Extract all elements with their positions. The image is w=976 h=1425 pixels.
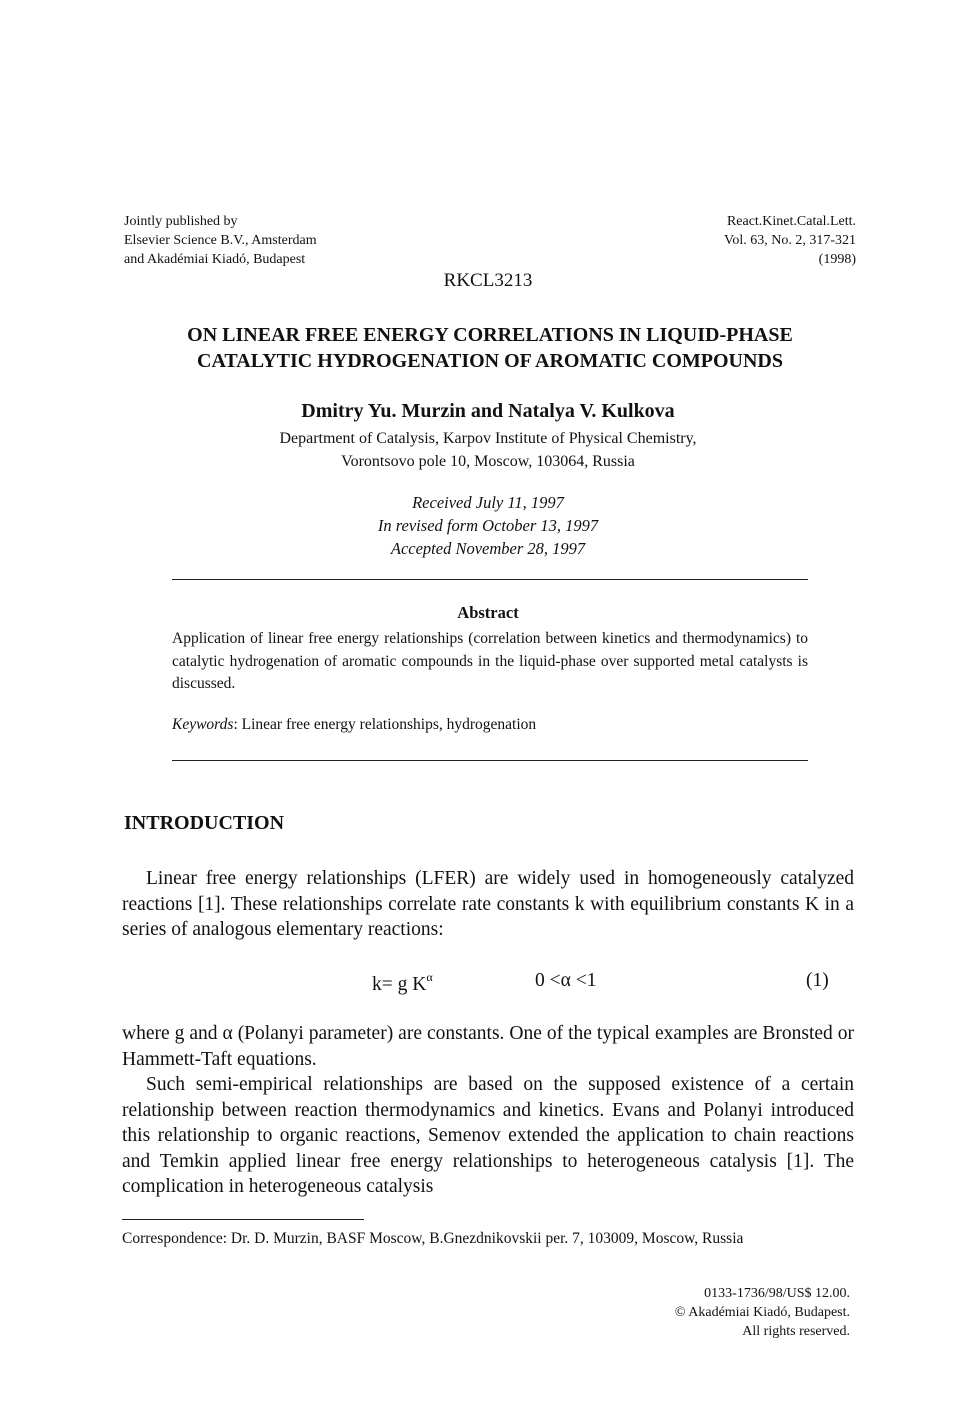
- accepted-date: Accepted November 28, 1997: [390, 539, 586, 558]
- keywords-text: : Linear free energy relationships, hydrogenation: [233, 716, 537, 733]
- affiliation: [0, 427, 976, 473]
- journal-line: React.Kinet.Catal.Lett.: [726, 214, 856, 229]
- abstract-bottom-rule: [172, 760, 808, 761]
- abstract-top-rule: [172, 579, 808, 580]
- section-heading: INTRODUCTION: [124, 812, 285, 834]
- equation-condition: 0 <α <1: [535, 970, 597, 991]
- title-line: ON LINEAR FREE ENERGY CORRELATIONS IN LIQUID-PHASE: [187, 324, 793, 346]
- paragraph-text: where g and α (Polanyi parameter) are constants. One of the typical examples are Bronsted or Hammett-Taft equations.: [122, 1023, 854, 1070]
- abstract-text: Application of linear free energy relationships (correlation between kinetics and thermodynamics) to catalytic hydrogenation of aromatic compounds in the liquid-phase over supported metal catalysts is discussed.: [172, 630, 808, 692]
- publisher-line: and Akadémiai Kiadó, Budapest: [124, 252, 306, 267]
- publisher-line: Elsevier Science B.V., Amsterdam: [124, 233, 317, 248]
- equation-number: (1): [806, 970, 829, 991]
- publisher-line: Jointly published by: [124, 214, 238, 229]
- affiliation-line: Vorontsovo pole 10, Moscow, 103064, Russia: [341, 453, 635, 470]
- keywords-label: Keywords: [172, 716, 234, 733]
- journal-line: (1998): [818, 252, 856, 267]
- paragraph-text: Linear free energy relationships (LFER) are widely used in homogeneously catalyzed reactions [1]. These relationships correlate rate constants k with equilibrium constants K in a series of analogous elementary reactions:: [122, 868, 854, 940]
- journal-line: Vol. 63, No. 2, 317-321: [724, 233, 856, 248]
- submission-dates: [0, 491, 976, 560]
- authors: Dmitry Yu. Murzin and Natalya V. Kulkova: [301, 400, 675, 422]
- affiliation-line: Department of Catalysis, Karpov Institute of Physical Chemistry,: [279, 430, 697, 447]
- equation-exponent: α: [426, 970, 433, 984]
- copyright-line: © Akadémiai Kiadó, Budapest.: [674, 1305, 850, 1320]
- equation-lhs: [372, 970, 433, 996]
- received-date: Received July 11, 1997: [412, 493, 564, 512]
- title-line: CATALYTIC HYDROGENATION OF AROMATIC COMPOUNDS: [197, 350, 783, 372]
- footnote-rule: [122, 1219, 364, 1220]
- abstract-heading: Abstract: [457, 603, 519, 622]
- revised-date: In revised form October 13, 1997: [377, 516, 599, 535]
- copyright-notice: [675, 1284, 850, 1341]
- keywords: [172, 716, 808, 734]
- equation-expression: k= g K: [372, 974, 427, 995]
- journal-citation: [724, 212, 856, 269]
- intro-paragraph-1: [122, 866, 854, 943]
- copyright-line: All rights reserved.: [742, 1324, 850, 1339]
- correspondence-footnote: Correspondence: Dr. D. Murzin, BASF Moscow, B.Gnezdnikovskii per. 7, 103009, Moscow, Russia: [122, 1230, 744, 1247]
- paragraph-text: Such semi-empirical relationships are based on the supposed existence of a certain relationship between reaction thermodynamics and kinetics. Evans and Polanyi introduced this relationship to organic reactions, Semenov extended the application to chain reactions and Temkin applied linear free energy relationships to heterogeneous catalysis [1]. The complication in heterogeneous catalysis: [122, 1074, 854, 1197]
- intro-paragraph-3: [122, 1072, 854, 1200]
- copyright-line: 0133-1736/98/US$ 12.00.: [704, 1286, 850, 1301]
- intro-paragraph-2: [122, 1021, 854, 1072]
- paper-title: [100, 322, 880, 374]
- publisher-info: [124, 212, 317, 269]
- article-code: RKCL3213: [443, 270, 533, 291]
